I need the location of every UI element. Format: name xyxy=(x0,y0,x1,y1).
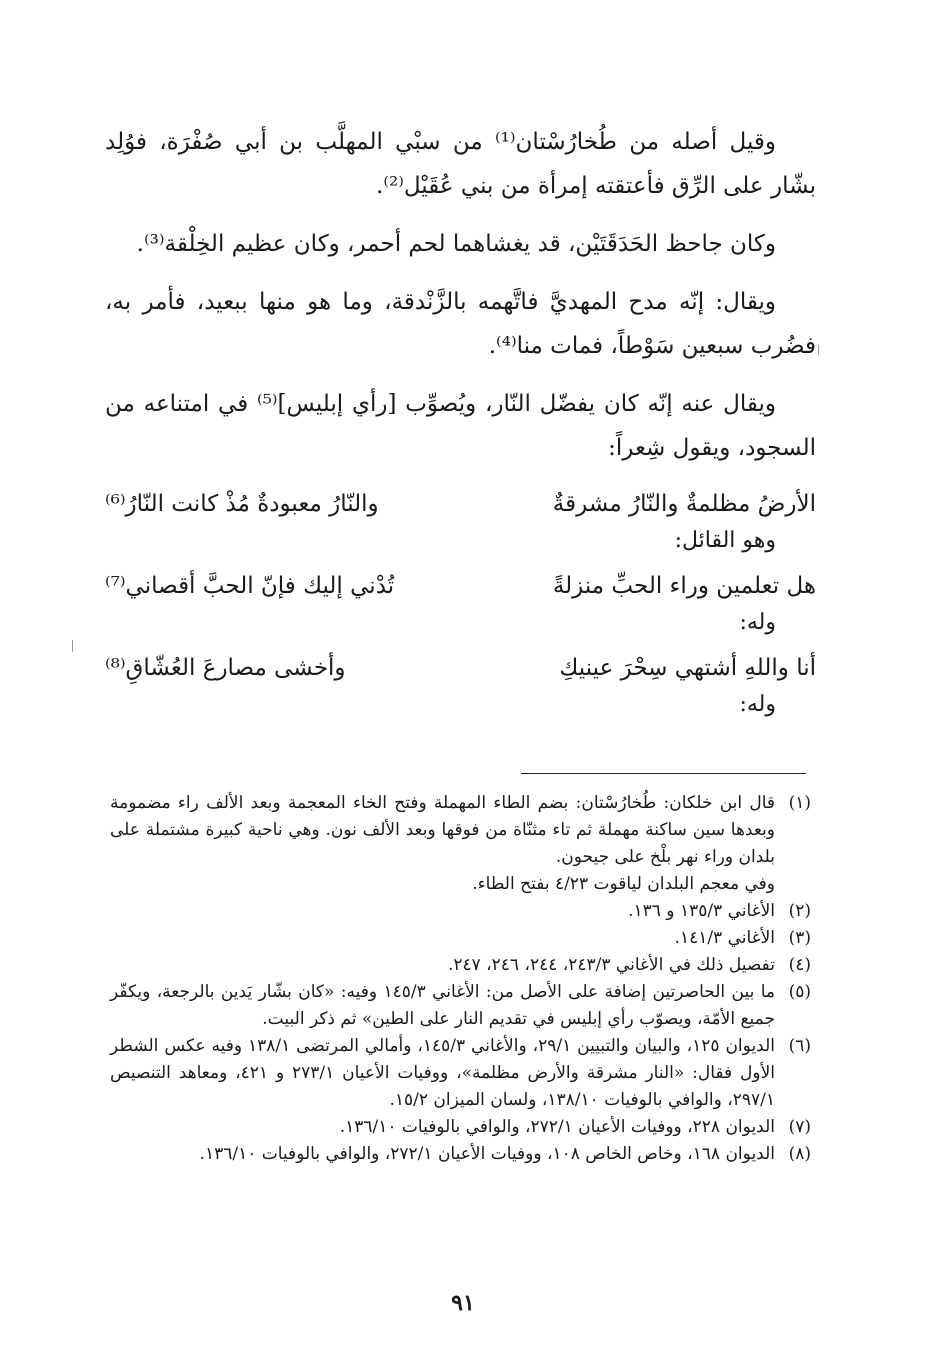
footnote xyxy=(110,1033,811,1114)
footnote xyxy=(110,979,811,1033)
footnote xyxy=(110,790,811,871)
paragraph: وكان جاحظ الحَدَقَتَيْن، قد يغشاهما لحم أحمر، وكان عظيم الخِلْقة⁽³⁾. xyxy=(136,231,776,257)
footnote xyxy=(110,1114,811,1141)
verse-second-hemistich: والنّارُ معبودةٌ مُذْ كانت النّارُ⁽⁶⁾ xyxy=(105,491,379,517)
paragraph: ويقال: إنّه مدح المهديَّ فاتَّهمه بالزَّنْدقة، وما هو منها ببعيد، فأمر به، فضُرب سبعين سَوْطاً، فمات منا⁽⁴⁾. xyxy=(105,289,816,359)
verse-first-hemistich: أنا واللهِ أشتهي سِحْرَ عينيكِ xyxy=(559,655,816,681)
footnote-number: (١) xyxy=(788,793,811,813)
footnote-text: الديوان ٢٢٨، ووفيات الأعيان ٢٧٢/١، والوافي بالوفيات ١٣٦/١٠. xyxy=(339,1117,775,1137)
verse-line xyxy=(105,566,816,606)
footnote xyxy=(110,1141,811,1168)
footnote-number: (٤) xyxy=(788,955,811,975)
footnote xyxy=(110,898,811,925)
footnote-number: (٦) xyxy=(788,1036,811,1056)
verse-line xyxy=(105,484,816,524)
footnote-separator xyxy=(521,773,806,774)
footnote-number: (٣) xyxy=(788,928,811,948)
footnote-continuation xyxy=(110,871,811,898)
paragraph: وقيل أصله من طُخارُسْتان⁽¹⁾ من سبْي المهلَّب بن أبي صُفْرَة، فوُلِد بشّار على الرِّق فأعتقته إمرأة من بني عُقَيْل⁽²⁾. xyxy=(105,129,816,199)
footnote xyxy=(110,952,811,979)
footnote-text: قال ابن خلكان: طُخارُسْتان: بضم الطاء المهملة وفتح الخاء المعجمة وبعد الألف راء مضمومة وبعدها سين ساكنة مهملة ثم تاء مثنّاة من فوقها وبعد الألف نون. وهي ناحية كبيرة مشتملة على بلدان وراء نهر بلْخ على جيحون. xyxy=(110,793,775,867)
footnote-text: الأغاني ١٤١/٣. xyxy=(674,928,775,948)
scan-speck xyxy=(72,640,73,652)
footnote-number: (٥) xyxy=(788,982,811,1002)
footnote-number: (٨) xyxy=(788,1144,811,1164)
verse-first-hemistich: الأرضُ مظلمةٌ والنّارُ مشرقةٌ xyxy=(552,491,816,517)
footnote-text: الديوان ١٢٥، والبيان والتبيين ٢٩/١، والأغاني ١٤٥/٣، وأمالي المرتضى ١٣٨/١ وفيه عكس الشطر الأول فقال: «النار مشرقة والأرض مظلمة»، ووفيات الأعيان ٢٧٣/١ و ٤٢١، ومعاهد التنصيص ٢٩٧/١، والوافي بالوفيات ١٣٨/١٠، ولسان الميزان ١٥/٢. xyxy=(110,1036,775,1110)
footnote-number: (٢) xyxy=(788,901,811,921)
footnote-text: الأغاني ١٣٥/٣ و ١٣٦. xyxy=(628,901,775,921)
scan-speck xyxy=(818,345,819,355)
footnote-text: الديوان ١٦٨، وخاص الخاص ١٠٨، ووفيات الأعيان ٢٧٢/١، والوافي بالوفيات ١٣٦/١٠. xyxy=(199,1144,775,1164)
footnotes xyxy=(110,790,811,1168)
verse-first-hemistich: هل تعلمين وراء الحبِّ منزلةً xyxy=(552,573,816,599)
verse-intro: وله: xyxy=(739,610,776,635)
verse-intro: وله: xyxy=(739,692,776,717)
verse-second-hemistich: وأخشى مصارعَ العُشّاقِ⁽⁸⁾ xyxy=(105,655,346,681)
footnote xyxy=(110,925,811,952)
main-text xyxy=(105,120,816,730)
footnote-text: تفصيل ذلك في الأغاني ٢٤٣/٣، ٢٤٤، ٢٤٦، ٢٤٧. xyxy=(447,955,775,975)
verse-second-hemistich: تُدْني إليك فإنّ الحبَّ أقصاني⁽⁷⁾ xyxy=(105,573,395,599)
footnote-text: ما بين الحاصرتين إضافة على الأصل من: الأغاني ١٤٥/٣ وفيه: «كان بشّار يَدين بالرجعة، ويكفّر جميع الأمّة، ويصوّب رأي إبليس في تقديم النار على الطين» ثم ذكر البيت. xyxy=(110,982,776,1029)
paragraph: ويقال عنه إنّه كان يفضّل النّار، ويُصوِّب [رأي إبليس]⁽⁵⁾ في امتناعه من السجود، ويقول شِعراً: xyxy=(105,391,816,461)
page-number: ٩١ xyxy=(451,1290,475,1316)
footnote-text: وفي معجم البلدان لياقوت ٤/٢٣ بفتح الطاء. xyxy=(472,874,775,894)
verse-intro: وهو القائل: xyxy=(674,528,776,553)
verse-line xyxy=(105,648,816,688)
footnote-number: (٧) xyxy=(788,1117,811,1137)
